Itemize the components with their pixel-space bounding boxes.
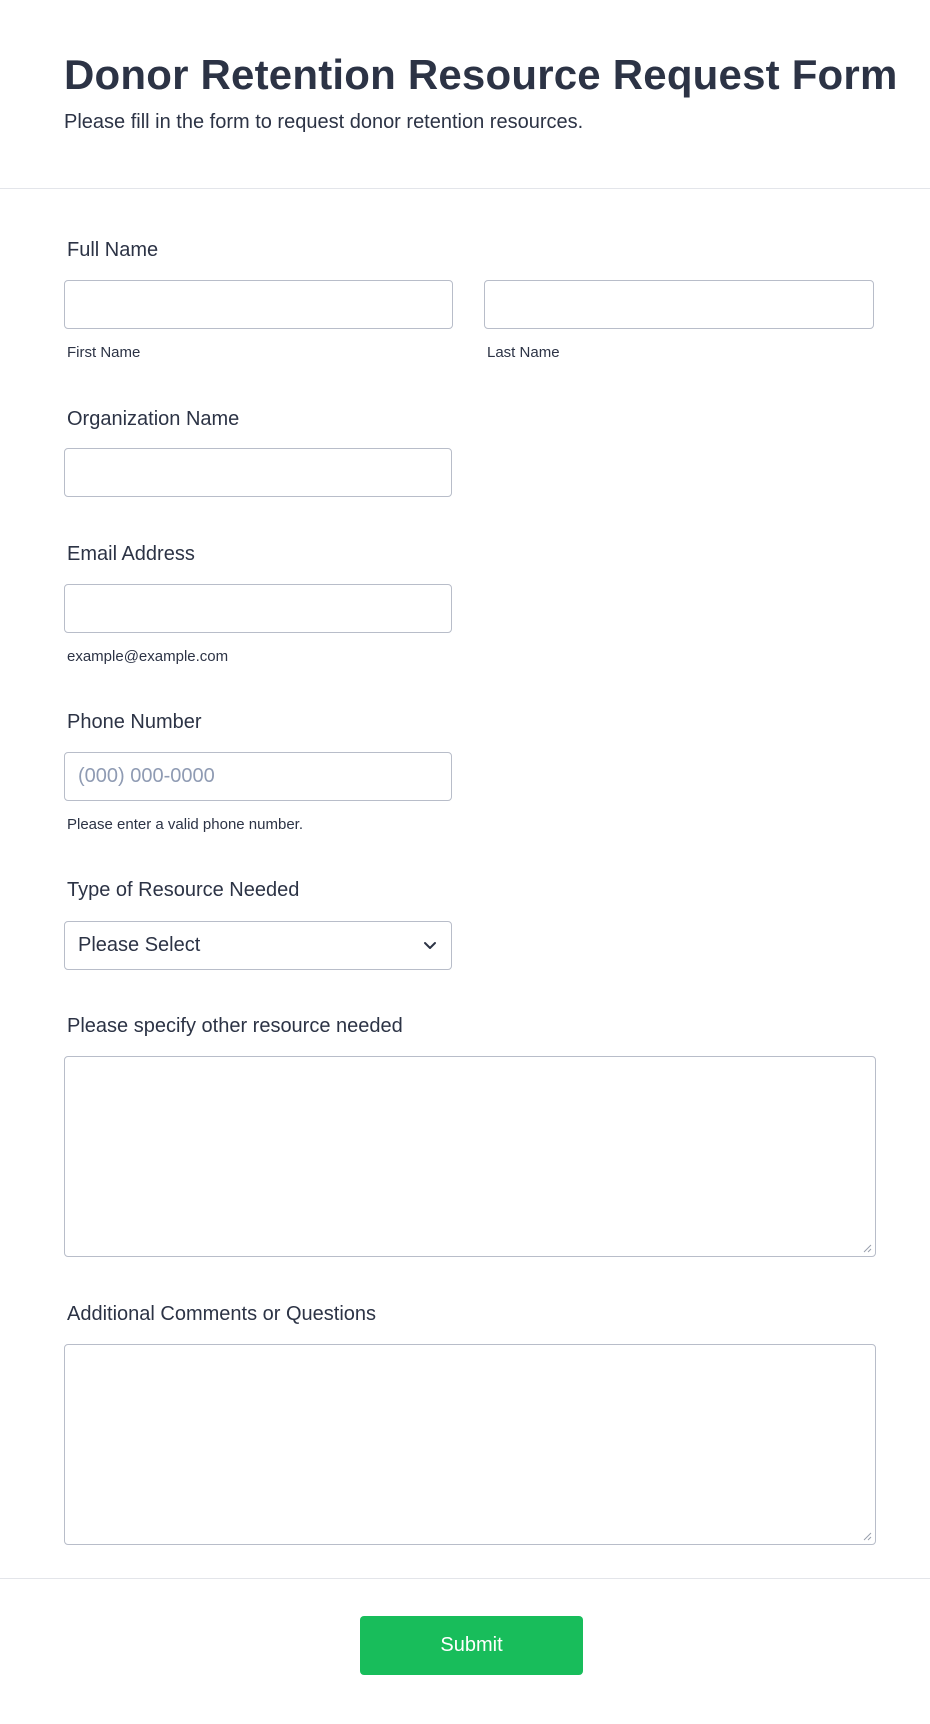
form-subtitle: Please fill in the form to request donor retention resources. xyxy=(64,111,584,133)
comments-label: Additional Comments or Questions xyxy=(67,1303,377,1325)
organization-label: Organization Name xyxy=(67,408,240,430)
email-label: Email Address xyxy=(67,543,195,565)
resize-handle-icon[interactable] xyxy=(862,1243,872,1253)
phone-label: Phone Number xyxy=(67,711,202,733)
other-resource-textarea[interactable] xyxy=(64,1056,876,1257)
phone-input[interactable] xyxy=(65,753,451,800)
form-title: Donor Retention Resource Request Form xyxy=(64,51,898,98)
email-field[interactable] xyxy=(64,584,452,633)
submit-button[interactable]: Submit xyxy=(360,1616,583,1675)
first-name-field[interactable] xyxy=(64,280,453,329)
chevron-down-icon xyxy=(421,936,439,954)
phone-field[interactable] xyxy=(64,752,452,801)
email-sublabel: example@example.com xyxy=(67,648,229,665)
last-name-sublabel: Last Name xyxy=(487,344,560,361)
footer-divider xyxy=(0,1578,930,1579)
comments-textarea[interactable] xyxy=(64,1344,876,1545)
other-resource-label: Please specify other resource needed xyxy=(67,1015,403,1037)
phone-sublabel: Please enter a valid phone number. xyxy=(67,816,303,833)
full-name-label: Full Name xyxy=(67,239,159,261)
organization-input[interactable] xyxy=(65,449,451,496)
resource-type-selected-value: Please Select xyxy=(78,934,201,956)
last-name-field[interactable] xyxy=(484,280,874,329)
last-name-input[interactable] xyxy=(485,281,873,328)
form-header xyxy=(0,0,930,189)
organization-field[interactable] xyxy=(64,448,452,497)
resource-type-select[interactable] xyxy=(64,921,452,970)
email-input[interactable] xyxy=(65,585,451,632)
resource-type-label: Type of Resource Needed xyxy=(67,879,300,901)
resize-handle-icon[interactable] xyxy=(862,1531,872,1541)
first-name-input[interactable] xyxy=(65,281,452,328)
first-name-sublabel: First Name xyxy=(67,344,141,361)
